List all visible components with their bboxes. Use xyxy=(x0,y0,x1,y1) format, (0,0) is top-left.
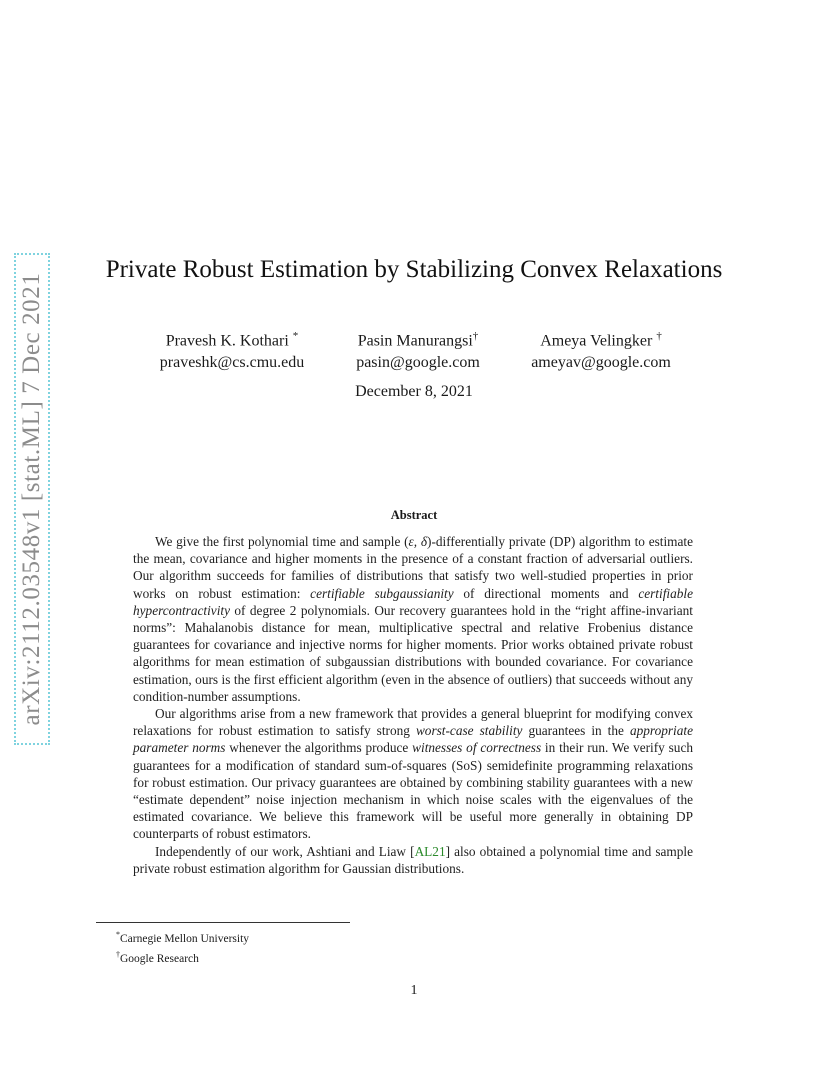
footnote-text: Google Research xyxy=(120,952,199,965)
emphasis-text: certifiable hypercontractivity xyxy=(133,585,693,618)
author-affiliation-mark: † xyxy=(656,330,662,342)
abstract-body xyxy=(133,533,693,877)
arxiv-identifier: arXiv:2112.03548v1 [stat.ML] 7 Dec 2021 xyxy=(18,272,45,726)
abstract-text: ] also obtained a polynomial time and sample private robust estimation algorithm for Gaussian distributions. xyxy=(133,843,693,876)
footnote-mark: † xyxy=(116,949,120,959)
footnote-mark: * xyxy=(116,930,120,939)
footnotes xyxy=(116,927,249,967)
author-block xyxy=(350,325,486,374)
author-affiliation-mark: * xyxy=(292,330,299,342)
abstract-text: of degree 2 polynomials. Our recovery guarantees hold in the “right affine-invariant norms”: Mahalanobis distance for mean, multiplicative spectral and relative Frobenius distance guarantees for covariance and injective norms for higher moments. Prior works obtained private robust algorithms for mean estimation of subgaussian distributions with bounded covariance. For covariance estimation, ours is the first efficient algorithm (even in the absence of outliers) that succeeds without any condition-number assumptions. xyxy=(133,602,693,704)
emphasis-text: witnesses of correctness xyxy=(412,740,542,756)
footnote xyxy=(116,947,249,967)
paper-title: Private Robust Estimation by Stabilizing Convex Relaxations xyxy=(105,256,723,283)
emphasis-text: certifiable subgaussianity xyxy=(310,585,454,601)
author-email: pasin@google.com xyxy=(356,354,480,372)
abstract-text: in their run. We verify such guarantees for a modification of standard sum-of-squares (SoS) semidefinite programming relaxations for robust estimation. Our privacy guarantees are obtained by combining stability guarantees with a new “estimate dependent” noise injection mechanism in which noise scales with the eigenvalues of the estimated covariance. We believe this framework will be useful more generally in obtaining DP counterparts of robust estimators. xyxy=(133,740,693,842)
arxiv-watermark xyxy=(14,253,50,745)
emphasis-text: worst-case stability xyxy=(415,723,523,739)
abstract-text: Our algorithms arise from a new framework that provides a general blueprint for modifying convex relaxations for robust estimation to satisfy strong xyxy=(133,706,693,739)
footnote-divider xyxy=(96,922,350,923)
abstract-text: guarantees in the xyxy=(522,723,630,739)
abstract-paragraph xyxy=(133,705,693,843)
abstract-text: We give the first polynomial time and sample ( xyxy=(155,534,409,549)
abstract-text: )-differentially private (DP) algorithm to estimate the mean, covariance and higher moments in the presence of a constant fraction of adversarial outliers. Our algorithm succeeds for families of distributions that satisfy two well-studied properties in prior works on robust estimation: xyxy=(133,534,693,601)
author-email: praveshk@cs.cmu.edu xyxy=(159,354,305,372)
footnote xyxy=(116,927,249,947)
abstract-heading: Abstract xyxy=(390,508,438,522)
author-name: Ameya Velingker xyxy=(540,332,653,350)
footnote-text: Carnegie Mellon University xyxy=(120,932,250,945)
abstract-paragraph xyxy=(133,843,693,877)
abstract-paragraph xyxy=(133,533,693,705)
author-affiliation-mark: † xyxy=(472,330,479,342)
author-name: Pravesh K. Kothari xyxy=(165,332,289,350)
abstract-text: Independently of our work, Ashtiani and Liaw [ xyxy=(155,843,415,859)
author-block xyxy=(152,325,312,374)
abstract-text: of directional moments and xyxy=(453,585,639,601)
emphasis-text: appropriate parameter norms xyxy=(133,723,693,756)
page-number: 1 xyxy=(410,983,418,998)
author-name: Pasin Manurangsi xyxy=(357,332,473,350)
author-email: ameyav@google.com xyxy=(531,354,671,372)
author-block xyxy=(523,325,679,374)
publication-date: December 8, 2021 xyxy=(355,383,473,400)
epsilon-delta-math: ε, δ xyxy=(408,534,428,549)
citation-link[interactable]: AL21 xyxy=(414,843,446,859)
abstract-text: whenever the algorithms produce xyxy=(225,740,413,756)
